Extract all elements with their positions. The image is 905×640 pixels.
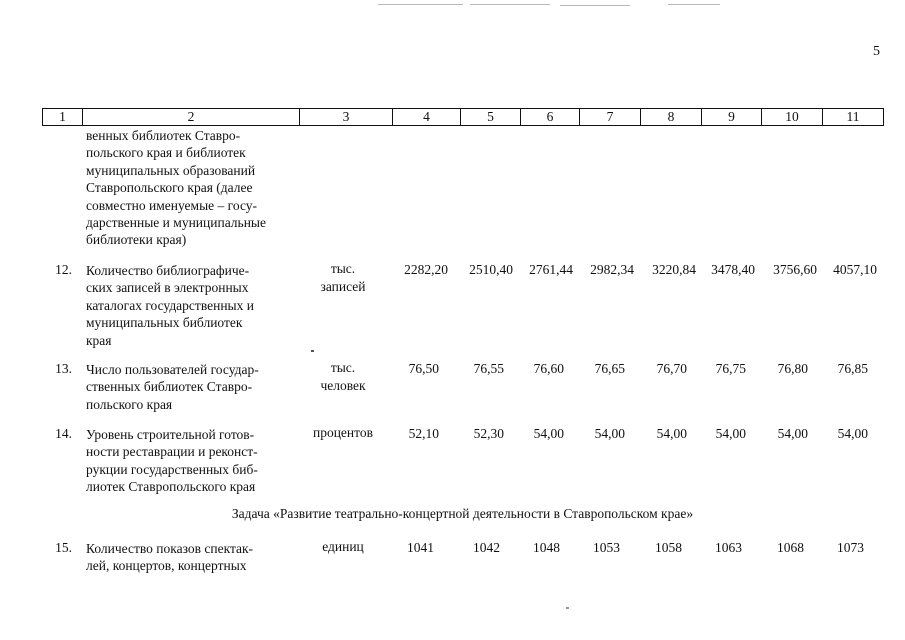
- value-cell: 1073: [837, 540, 864, 555]
- value-cell: 2761,44: [529, 262, 573, 277]
- scan-artifact: [566, 607, 569, 609]
- row-unit: [300, 260, 386, 296]
- value-cell: 3478,40: [711, 262, 755, 277]
- value-cell: 2510,40: [469, 262, 513, 277]
- value-cell: 54,00: [594, 426, 625, 441]
- row-number: 15.: [55, 540, 72, 555]
- header-col-10: 10: [761, 109, 822, 125]
- header-col-9: 9: [701, 109, 761, 125]
- value-cell: 2282,20: [404, 262, 448, 277]
- value-cell: 76,75: [715, 361, 746, 376]
- value-cell: 54,00: [715, 426, 746, 441]
- unit-line: человек: [320, 378, 366, 393]
- row-indicator-name: [86, 361, 291, 413]
- unit-line: тыс.: [330, 360, 356, 375]
- name-line: муниципальных библиотек: [86, 315, 243, 331]
- value-cell: 4057,10: [833, 262, 877, 277]
- value-cell: 54,00: [777, 426, 808, 441]
- header-col-8: 8: [640, 109, 701, 125]
- continuation-line: дарственные и муниципальные: [86, 215, 266, 231]
- scan-artifact: [560, 5, 630, 6]
- row-number: 14.: [55, 426, 72, 441]
- row-indicator-name: [86, 262, 291, 349]
- name-line: Количество показов спектак-: [86, 541, 254, 556]
- scan-artifact: [668, 4, 720, 5]
- unit-line: тыс.: [330, 261, 356, 276]
- unit-line: процентов: [312, 425, 373, 440]
- name-line: каталогах государственных и: [86, 297, 254, 313]
- header-col-6: 6: [520, 109, 579, 125]
- value-cell: 76,55: [473, 361, 504, 376]
- unit-line: единиц: [322, 539, 364, 554]
- value-cell: 76,85: [837, 361, 868, 376]
- name-line: ности реставрации и реконст-: [86, 444, 258, 460]
- continuation-line: Ставропольского края (далее: [86, 180, 253, 196]
- scan-artifact: [378, 4, 463, 5]
- row-number: 12.: [55, 262, 72, 277]
- header-col-5: 5: [460, 109, 520, 125]
- continuation-line: венных библиотек Ставро-: [86, 128, 241, 143]
- header-col-11: 11: [822, 109, 883, 125]
- unit-line: записей: [320, 279, 366, 294]
- row-unit: [300, 359, 386, 395]
- name-line: Число пользователей государ-: [86, 362, 259, 377]
- header-col-7: 7: [579, 109, 640, 125]
- value-cell: 76,80: [777, 361, 808, 376]
- name-line: лиотек Ставропольского края: [86, 479, 256, 495]
- row-indicator-name: [86, 426, 291, 496]
- page-number: 5: [873, 44, 880, 59]
- scan-artifact: [311, 350, 314, 352]
- header-col-2: 2: [82, 109, 299, 125]
- value-cell: 3220,84: [652, 262, 696, 277]
- value-cell: 54,00: [533, 426, 564, 441]
- name-line: ственных библиотек Ставро-: [86, 379, 253, 395]
- row-indicator-name: [86, 540, 291, 575]
- name-line: лей, концертов, концертных: [86, 558, 247, 574]
- header-col-1: 1: [59, 109, 66, 124]
- row-number: 13.: [55, 361, 72, 376]
- continuation-line: муниципальных образований: [86, 162, 256, 178]
- value-cell: 1068: [777, 540, 804, 555]
- continuation-line: библиотеки края): [86, 232, 187, 248]
- value-cell: 1063: [715, 540, 742, 555]
- name-line: ских записей в электронных: [86, 280, 249, 296]
- task-heading: Задача «Развитие театрально-концертной деятельности в Ставропольском крае»: [231, 506, 694, 521]
- value-cell: 1053: [593, 540, 620, 555]
- header-col-4: 4: [392, 109, 460, 125]
- continuation-line: совместно именуемые – госу-: [86, 197, 257, 213]
- value-cell: 3756,60: [773, 262, 817, 277]
- name-line: Уровень строительной готов-: [86, 427, 255, 442]
- value-cell: 54,00: [656, 426, 687, 441]
- value-cell: 76,60: [533, 361, 564, 376]
- value-cell: 52,10: [408, 426, 439, 441]
- value-cell: 52,30: [473, 426, 504, 441]
- name-line: края: [86, 332, 112, 348]
- name-line: рукции государственных биб-: [86, 461, 258, 477]
- value-cell: 76,50: [408, 361, 439, 376]
- value-cell: 76,70: [656, 361, 687, 376]
- name-line: Количество библиографиче-: [86, 263, 250, 278]
- continuation-text: [86, 127, 291, 249]
- continuation-line: польского края и библиотек: [86, 145, 246, 161]
- value-cell: 1042: [473, 540, 500, 555]
- value-cell: 1048: [533, 540, 560, 555]
- value-cell: 76,65: [594, 361, 625, 376]
- value-cell: 1041: [407, 540, 434, 555]
- value-cell: 1058: [655, 540, 682, 555]
- value-cell: 2982,34: [590, 262, 634, 277]
- scan-artifact: [470, 4, 550, 5]
- row-unit: [300, 424, 386, 442]
- value-cell: 54,00: [837, 426, 868, 441]
- header-col-3: 3: [299, 109, 392, 125]
- name-line: польского края: [86, 396, 173, 412]
